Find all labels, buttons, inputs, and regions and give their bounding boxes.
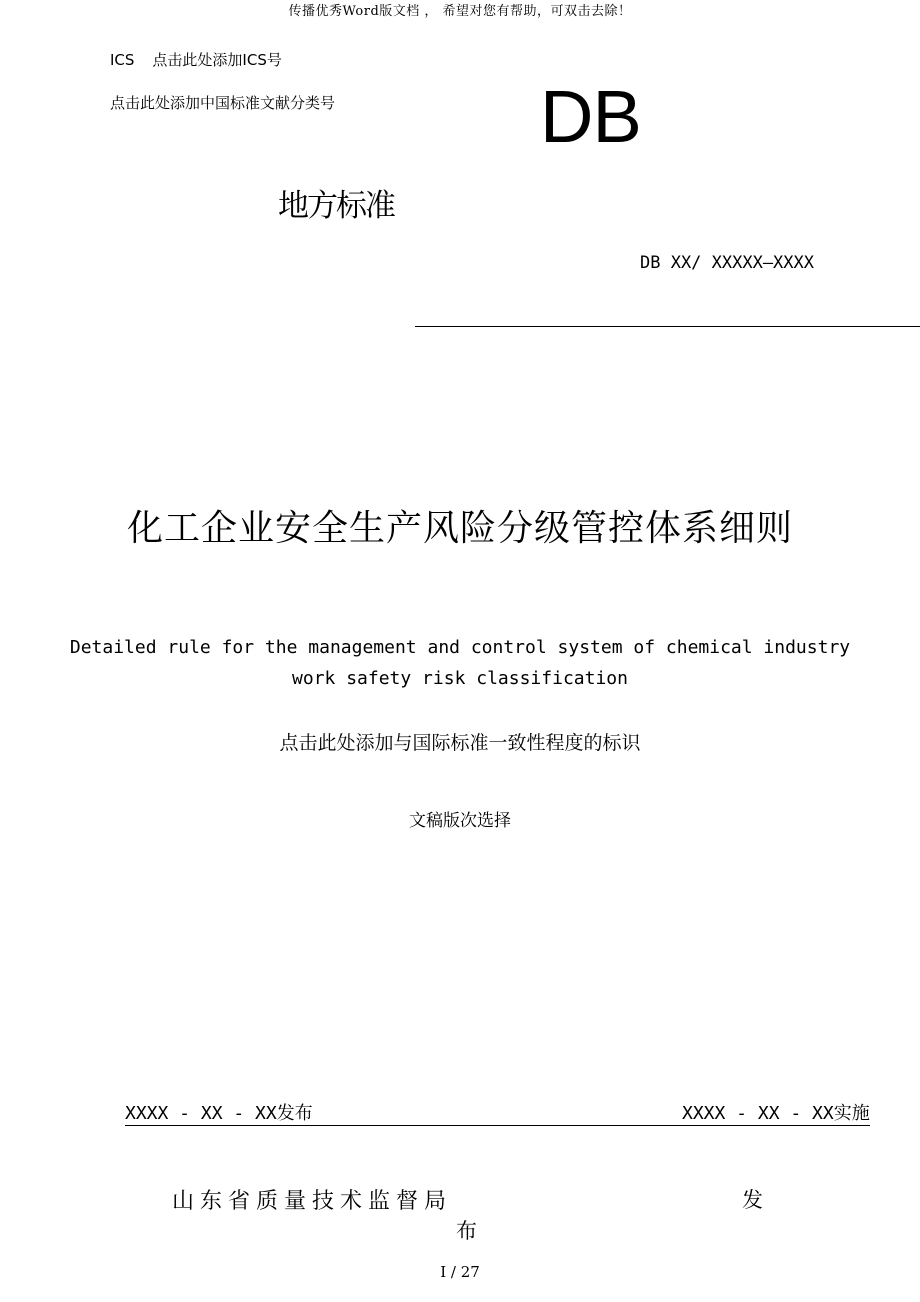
draft-version-select[interactable]: 文稿版次选择 <box>409 811 511 831</box>
page-number: I / 27 <box>440 1263 480 1281</box>
title-english-line-1: Detailed rule for the management and control system of chemical industry <box>69 637 851 658</box>
title-english <box>0 632 920 694</box>
issue-date-label: 发布 <box>276 1103 313 1124</box>
issuer-issue-char-1: 发 <box>742 1188 763 1212</box>
implement-date <box>682 1099 870 1125</box>
cn-classification-placeholder[interactable]: 点击此处添加中国标准文献分类号 <box>110 94 336 112</box>
issuer-issue-char-2: 布 <box>456 1219 477 1243</box>
issue-date <box>125 1099 313 1125</box>
issue-date-value: XXXX - XX - XX <box>125 1103 277 1124</box>
title-chinese: 化工企业安全生产风险分级管控体系细则 <box>126 508 793 549</box>
db-logo: DB <box>540 75 641 158</box>
header-divider <box>415 326 920 327</box>
title-english-line-2: work safety risk classification <box>292 668 628 689</box>
issuer-name: 山东省质量技术监督局 <box>172 1189 453 1214</box>
ics-placeholder[interactable]: 点击此处添加ICS号 <box>152 51 282 69</box>
standard-number: DB XX/ XXXXX—XXXX <box>640 253 814 273</box>
implement-date-label: 实施 <box>833 1103 870 1124</box>
footer-divider <box>125 1125 870 1126</box>
ics-label: ICS <box>110 51 135 69</box>
implement-date-value: XXXX - XX - XX <box>682 1103 834 1124</box>
conformity-placeholder[interactable]: 点击此处添加与国际标准一致性程度的标识 <box>279 732 641 754</box>
standard-kind: 地方标准 <box>278 188 394 224</box>
top-notice: 传播优秀Word版文档 ， 希望对您有帮助，可双击去除！ <box>288 4 632 19</box>
ics-line <box>110 49 282 70</box>
